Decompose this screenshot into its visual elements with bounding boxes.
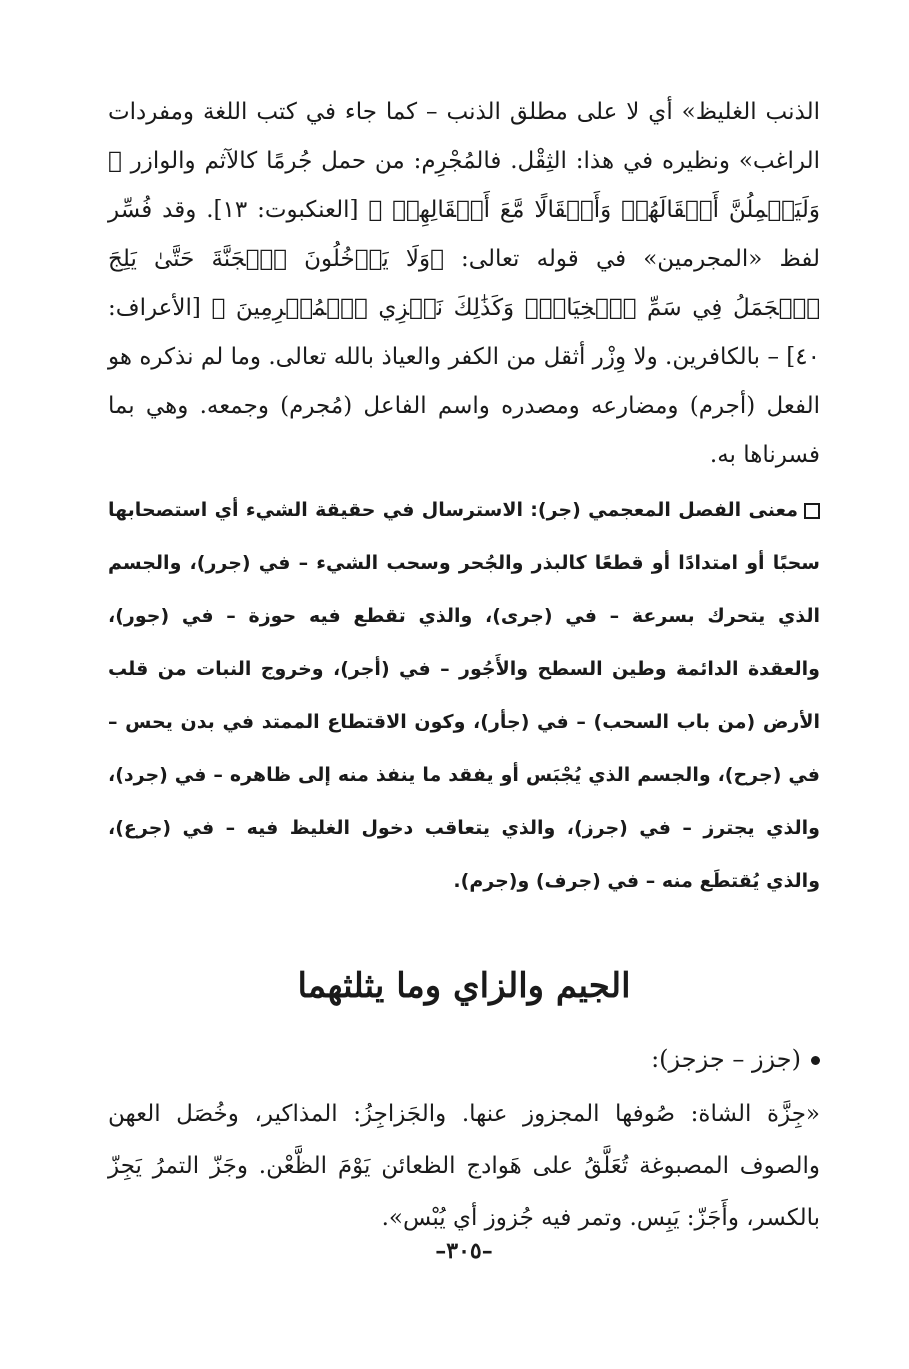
entry-paragraph: «جِزَّة الشاة: صُوفها المجزوز عنها. والجَزاجِزُ: المذاكير، وخُصَل العهن والصوف المصبوغة تُعَلَّقُ على هَوادج الظعائن يَوْمَ الظَّعْن. وجَزّ التمرُ يَجِزّ بالكسر، وأَجَزّ: يَبِس. وتمر فيه جُزوز أي يُبْس». (108, 1101, 820, 1231)
page-number: –٣٠٥– (435, 1238, 493, 1264)
lexical-note-paragraph (108, 484, 820, 908)
lexical-note-text: معنى الفصل المعجمي (جر): الاسترسال في حقيقة الشيء أي استصحابها سحبًا أو امتدادًا أو قطعًا كالبذر والجُحر وسحب الشيء – في (جرر)، والجسم الذي يتحرك بسرعة – في (جرى)، والذي تقطع فيه حوزة – في (جور)، والعقدة الدائمة وطين السطح والأَجُور – في (أجر)، وخروج النبات من قلب الأرض (من باب السحب) – في (جأر)، وكون الاقتطاع الممتد في بدن يحس – في (جرح)، والجسم الذي يُجْبَس أو يفقد ما ينفذ منه إلى ظاهره – في (جرد)، والذي يجترز – في (جرز)، والذي يتعاقب دخول الغليظ فيه – في (جرع)، والذي يُقتطَع منه – في (جرف) و(جرم). (108, 499, 820, 892)
entry-heading-text: (جزز – جزجز): (651, 1045, 801, 1073)
bullet-icon (811, 1056, 820, 1065)
book-page (108, 88, 820, 1298)
body-paragraph: الذنب الغليظ» أي لا على مطلق الذنب – كما جاء في كتب اللغة ومفردات الراغب» ونظيره في هذا: الثِقْل. فالمُجْرِم: من حمل جُرمًا كالآثم والوازر ﴿ وَلَيَحۡمِلُنَّ أَثۡقَالَهُمۡ وَأَثۡقَالًا مَّعَ أَثۡقَالِهِمۡ ﴾ [العنكبوت: ١٣]. وقد فُسِّر لفظ «المجرمين» في قوله تعالى: ﴿وَلَا يَدۡخُلُونَ ٱلۡجَنَّةَ حَتَّىٰ يَلِجَ ٱلۡجَمَلُ فِي سَمِّ ٱلۡخِيَاطِۚ وَكَذَٰلِكَ نَجۡزِي ٱلۡمُجۡرِمِينَ ﴾ [الأعراف: ٤٠] – بالكافرين. ولا وِزْر أثقل من الكفر والعياذ بالله تعالى. وما لم نذكره هو الفعل (أجرم) ومضارعه ومصدره واسم الفاعل (مُجرم) وجمعه. وهي بما فسرناها به. (108, 99, 820, 468)
section-title: الجيم والزاي وما يثلثهما (297, 966, 631, 1006)
entry-heading (108, 1034, 820, 1084)
note-square-icon (804, 503, 820, 519)
